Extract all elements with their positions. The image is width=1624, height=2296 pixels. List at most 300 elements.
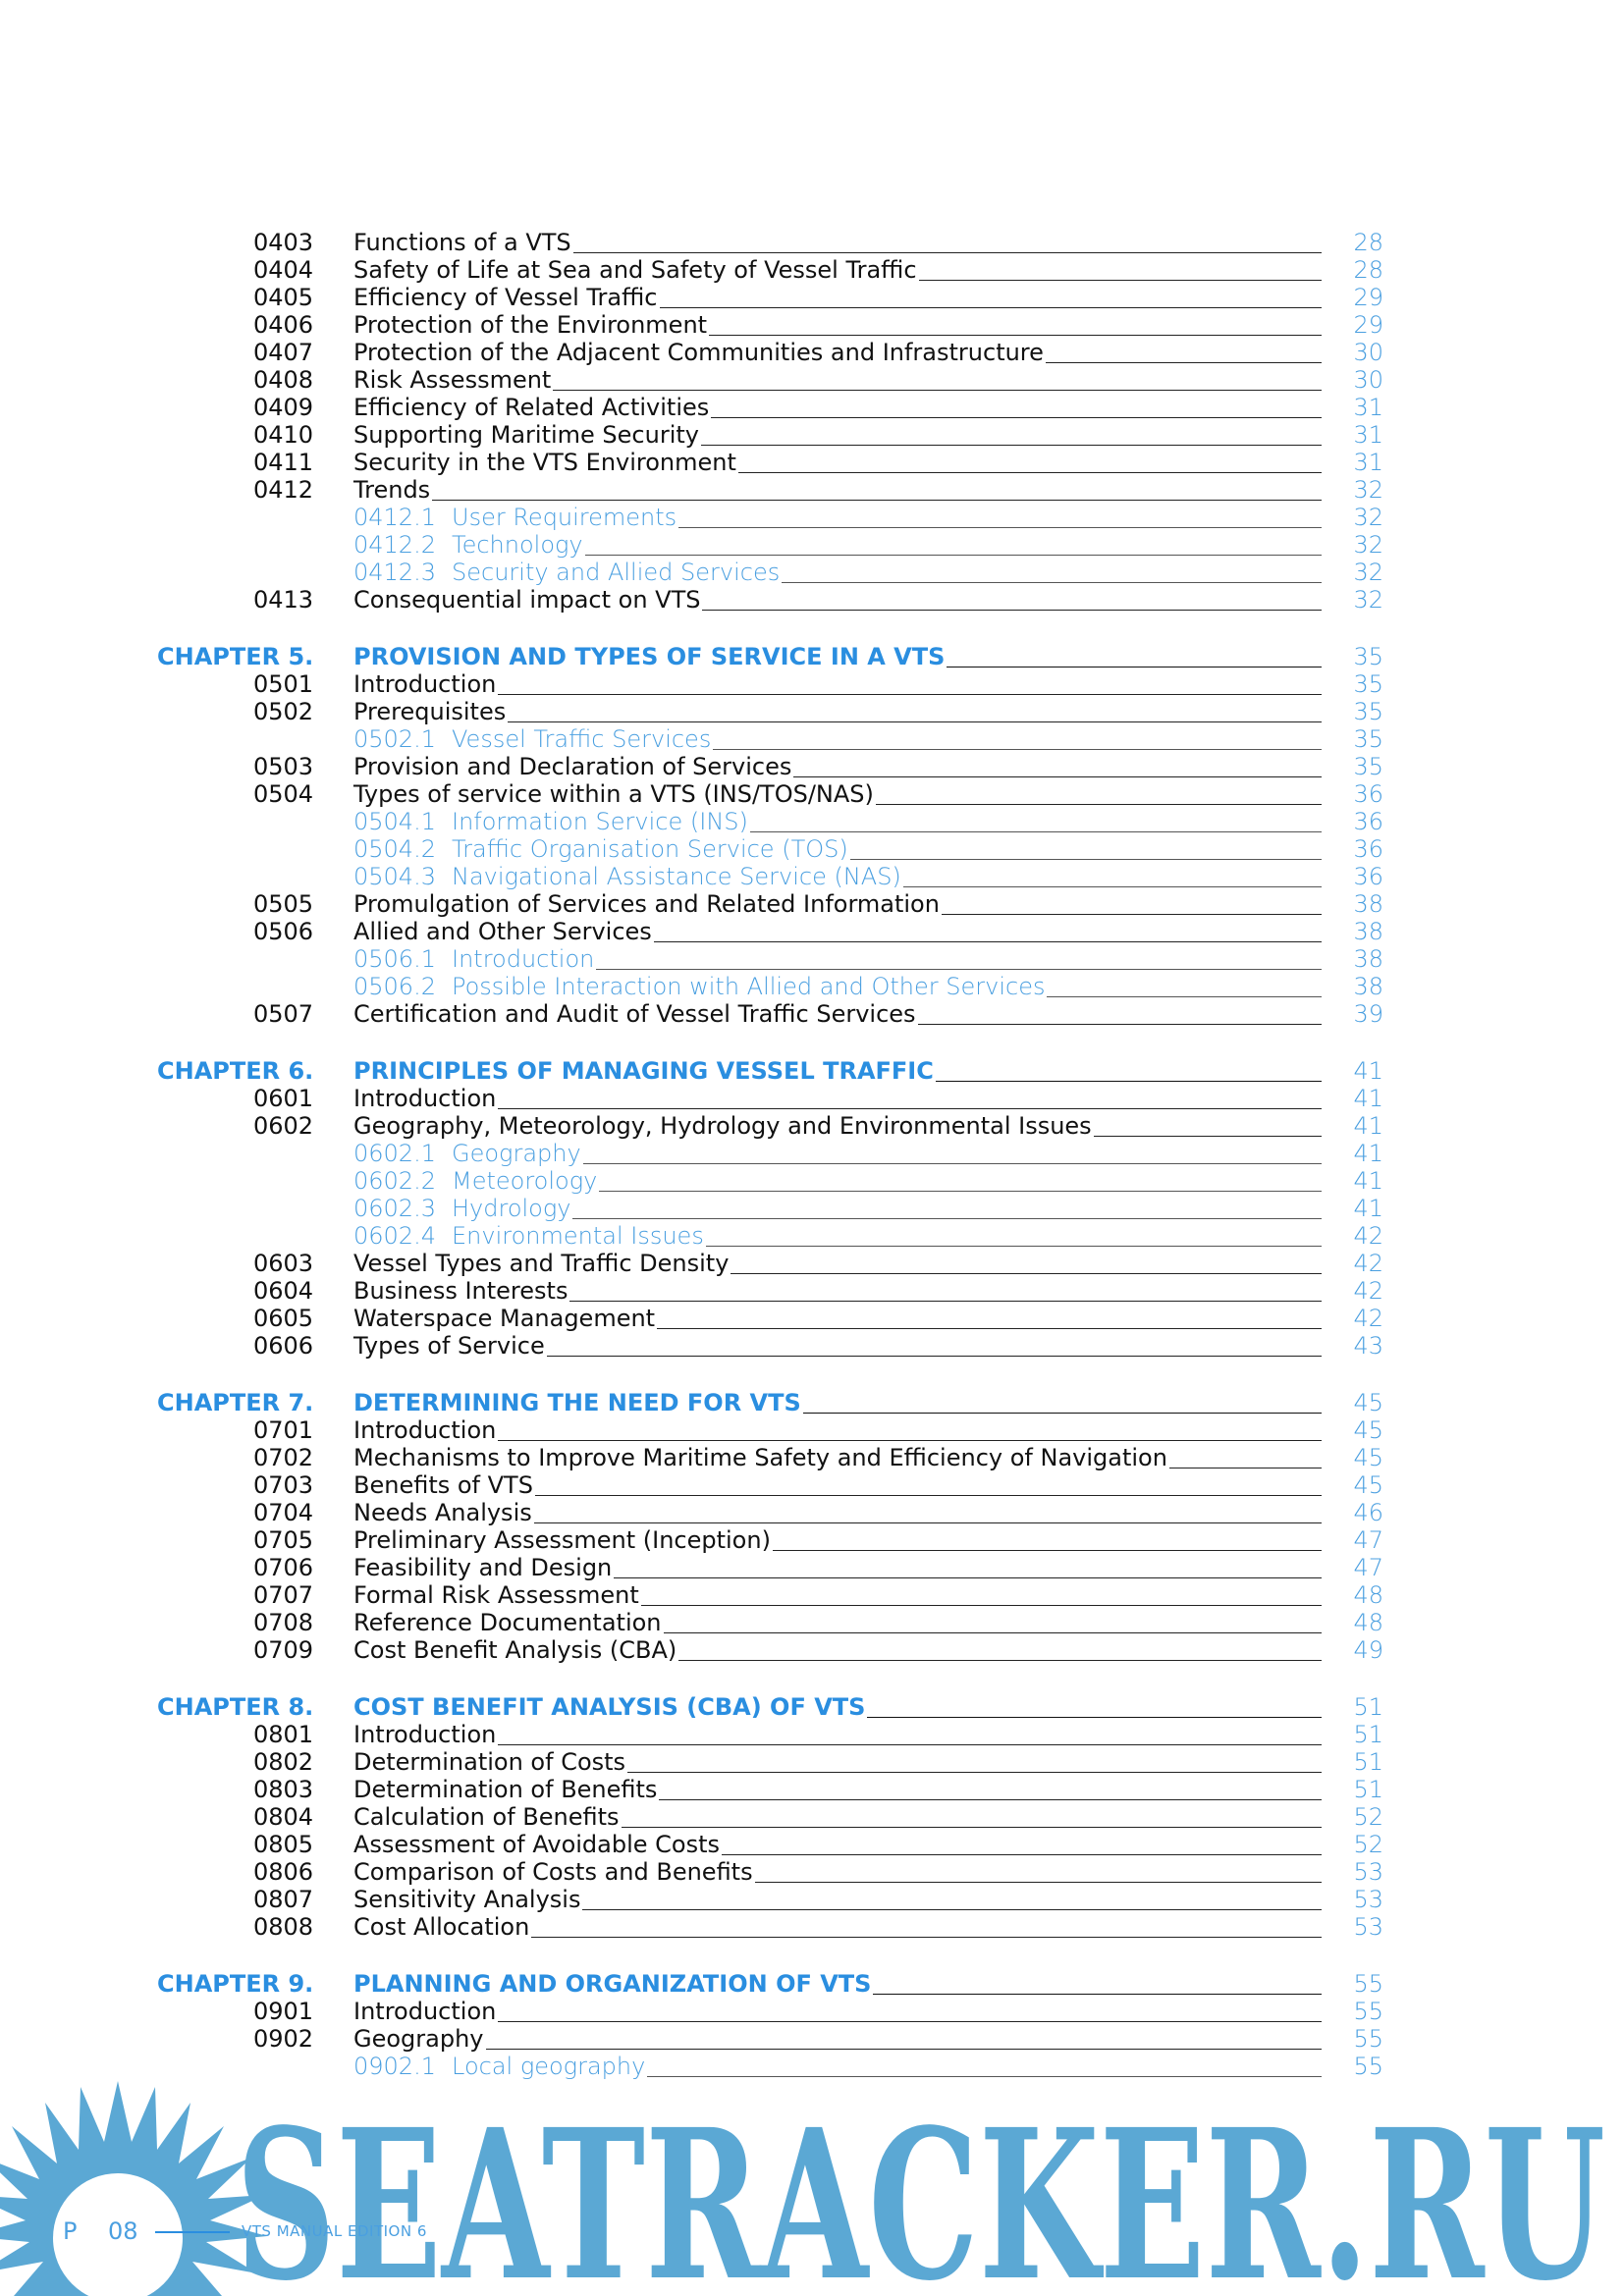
toc-section-row[interactable] (0, 339, 1624, 366)
toc-page-number: 42 (1353, 1222, 1383, 1250)
toc-title: Assessment of Avoidable Costs (353, 1831, 721, 1858)
toc-number: 0901 (253, 1998, 314, 2025)
toc-title: Efficiency of Related Activities (353, 394, 710, 421)
toc-title: Possible Interaction with Allied and Other Services (452, 973, 1046, 1000)
toc-section-row[interactable] (0, 1499, 1624, 1526)
toc-title: Safety of Life at Sea and Safety of Vessel Traffic (353, 256, 917, 284)
toc-number: 0411 (253, 449, 314, 476)
toc-subsection-row[interactable] (0, 531, 1624, 559)
toc-title: Determination of Benefits (353, 1776, 658, 1803)
toc-title-wrap (353, 1636, 1322, 1664)
toc-title-wrap (353, 366, 1322, 394)
toc-title-wrap (353, 698, 1322, 725)
toc-section-row[interactable] (0, 1886, 1624, 1913)
toc-chapter-row[interactable] (0, 1389, 1624, 1416)
toc-section-row[interactable] (0, 1776, 1624, 1803)
toc-number: 0504 (253, 780, 314, 808)
toc-title: Cost Allocation (353, 1913, 530, 1941)
toc-subsection-row[interactable] (0, 808, 1624, 835)
toc-title: Business Interests (353, 1277, 568, 1305)
toc-page-number: 28 (1353, 256, 1383, 284)
toc-page-number: 32 (1353, 476, 1383, 504)
toc-title: Traffic Organisation Service (TOS) (452, 835, 848, 863)
toc-section-row[interactable] (0, 476, 1624, 504)
toc-number: 0507 (253, 1000, 314, 1028)
toc-section-row[interactable] (0, 780, 1624, 808)
toc-title-wrap (353, 1277, 1322, 1305)
toc-leader-line (755, 1881, 1322, 1883)
toc-title-wrap (353, 753, 1322, 780)
toc-title-wrap (353, 643, 1322, 670)
toc-section-row[interactable] (0, 918, 1624, 945)
toc-title: Reference Documentation (353, 1609, 662, 1636)
toc-number: 0501 (253, 670, 314, 698)
toc-number: 0805 (253, 1831, 314, 1858)
toc-title: Prerequisites (353, 698, 507, 725)
toc-section-row[interactable] (0, 1609, 1624, 1636)
toc-leader-line (659, 1798, 1322, 1800)
toc-title: Hydrology (452, 1195, 571, 1222)
toc-number: CHAPTER 9. (157, 1970, 314, 1998)
watermark-text: SEATRACKER.RU (236, 2084, 1605, 2296)
toc-section-row[interactable] (0, 698, 1624, 725)
toc-section-row[interactable] (0, 1636, 1624, 1664)
toc-section-row[interactable] (0, 1250, 1624, 1277)
toc-page-number: 41 (1353, 1195, 1383, 1222)
toc-leader-line (660, 306, 1323, 308)
toc-section-row[interactable] (0, 670, 1624, 698)
toc-title: Protection of the Adjacent Communities and Infrastructure (353, 339, 1044, 366)
toc-section-row[interactable] (0, 1416, 1624, 1444)
toc-page-number: 36 (1353, 835, 1383, 863)
toc-title: Supporting Maritime Security (353, 421, 699, 449)
toc-leader-line (713, 748, 1322, 750)
toc-title-wrap (353, 1250, 1322, 1277)
toc-title: Technology (452, 531, 583, 559)
toc-page-number: 30 (1353, 366, 1383, 394)
toc-section-row[interactable] (0, 1000, 1624, 1028)
toc-leader-line (678, 1659, 1322, 1661)
toc-title: Promulgation of Services and Related Information (353, 890, 940, 918)
toc-title: User Requirements (452, 504, 677, 531)
toc-title-wrap (353, 670, 1322, 698)
toc-title-wrap (353, 918, 1322, 945)
toc-page-number: 35 (1353, 643, 1383, 670)
toc-leader-line (947, 666, 1322, 667)
toc-page-number: 41 (1353, 1112, 1383, 1140)
toc-number: 0606 (253, 1332, 314, 1360)
toc-page-number: 52 (1353, 1831, 1383, 1858)
toc-number: 0412.3 (353, 559, 436, 586)
toc-title: PLANNING AND ORGANIZATION OF VTS (353, 1970, 872, 1998)
toc-title: Certification and Audit of Vessel Traffic Services (353, 1000, 916, 1028)
toc-number: 0709 (253, 1636, 314, 1664)
toc-section-row[interactable] (0, 1526, 1624, 1554)
toc-number: 0704 (253, 1499, 314, 1526)
toc-page-number: 31 (1353, 394, 1383, 421)
toc-leader-line (722, 1853, 1322, 1855)
toc-page-number: 53 (1353, 1886, 1383, 1913)
toc-title-wrap (452, 504, 1322, 531)
toc-leader-line (1169, 1467, 1322, 1468)
toc-page-number: 47 (1353, 1554, 1383, 1581)
toc-leader-line (942, 913, 1322, 915)
page-footer (0, 2216, 1624, 2246)
toc-section-row[interactable] (0, 1748, 1624, 1776)
toc-title: Introduction (353, 1998, 497, 2025)
toc-leader-line (793, 775, 1322, 777)
toc-title: Mechanisms to Improve Maritime Safety and Efficiency of Navigation (353, 1444, 1167, 1471)
toc-title: Trends (353, 476, 431, 504)
toc-page-number: 42 (1353, 1250, 1383, 1277)
toc-title: Local geography (452, 2053, 646, 2080)
toc-number: 0505 (253, 890, 314, 918)
toc-title-wrap (353, 229, 1322, 256)
toc-section-row[interactable] (0, 1305, 1624, 1332)
toc-page-number: 32 (1353, 531, 1383, 559)
toc-page-number: 48 (1353, 1609, 1383, 1636)
toc-section-row[interactable] (0, 366, 1624, 394)
toc-title-wrap (353, 1499, 1322, 1526)
toc-section-row[interactable] (0, 1112, 1624, 1140)
toc-page-number: 36 (1353, 780, 1383, 808)
toc-title-wrap (353, 1609, 1322, 1636)
toc-page-number: 36 (1353, 808, 1383, 835)
toc-leader-line (803, 1412, 1322, 1414)
toc-leader-line (711, 416, 1322, 418)
toc-leader-line (903, 885, 1322, 887)
toc-leader-line (850, 858, 1322, 860)
toc-page-number: 41 (1353, 1057, 1383, 1085)
toc-page-number: 55 (1353, 2053, 1383, 2080)
toc-number: 0603 (253, 1250, 314, 1277)
toc-page-number: 31 (1353, 449, 1383, 476)
toc-leader-line (738, 471, 1322, 473)
toc-number: 0506.2 (353, 973, 436, 1000)
toc-number: 0804 (253, 1803, 314, 1831)
toc-title: Geography (452, 1140, 581, 1167)
toc-leader-line (1046, 361, 1322, 363)
toc-page-number: 55 (1353, 1970, 1383, 1998)
toc-number: 0407 (253, 339, 314, 366)
footer-divider (155, 2231, 230, 2233)
toc-subsection-row[interactable] (0, 863, 1624, 890)
toc-number: CHAPTER 6. (157, 1057, 314, 1085)
toc-page-number: 55 (1353, 1998, 1383, 2025)
toc-section-row[interactable] (0, 2025, 1624, 2053)
toc-number: CHAPTER 7. (157, 1389, 314, 1416)
toc-page-number: 36 (1353, 863, 1383, 890)
toc-subsection-row[interactable] (0, 1167, 1624, 1195)
toc-title: PROVISION AND TYPES OF SERVICE IN A VTS (353, 643, 946, 670)
toc-leader-line (936, 1080, 1322, 1082)
toc-page-number: 29 (1353, 284, 1383, 311)
toc-leader-line (678, 526, 1322, 528)
toc-page-number: 52 (1353, 1803, 1383, 1831)
toc-section-row[interactable] (0, 1721, 1624, 1748)
toc-page-number: 41 (1353, 1140, 1383, 1167)
toc-leader-line (498, 693, 1322, 695)
toc-page-number: 42 (1353, 1305, 1383, 1332)
toc-title: Introduction (353, 670, 497, 698)
toc-leader-line (498, 2020, 1322, 2022)
toc-page-number: 51 (1353, 1693, 1383, 1721)
toc-number: 0706 (253, 1554, 314, 1581)
toc-leader-line (614, 1576, 1322, 1578)
toc-section-row[interactable] (0, 311, 1624, 339)
toc-leader-line (731, 1272, 1322, 1274)
toc-leader-line (919, 279, 1322, 281)
toc-title-wrap (452, 1195, 1322, 1222)
toc-page-number: 45 (1353, 1416, 1383, 1444)
toc-number: 0412 (253, 476, 314, 504)
toc-title-wrap (452, 531, 1322, 559)
toc-title-wrap (353, 586, 1322, 614)
toc-title-wrap (353, 1913, 1322, 1941)
toc-section-row[interactable] (0, 1471, 1624, 1499)
sun-burst-icon (0, 2081, 267, 2296)
toc-title: Calculation of Benefits (353, 1803, 620, 1831)
toc-leader-line (641, 1604, 1322, 1606)
toc-subsection-row[interactable] (0, 1222, 1624, 1250)
toc-page-number: 41 (1353, 1085, 1383, 1112)
toc-title-wrap (353, 1000, 1322, 1028)
toc-leader-line (508, 721, 1322, 722)
toc-leader-line (654, 940, 1322, 942)
toc-title: COST BENEFIT ANALYSIS (CBA) OF VTS (353, 1693, 866, 1721)
toc-chapter-row[interactable] (0, 1057, 1624, 1085)
toc-section-row[interactable] (0, 1913, 1624, 1941)
toc-leader-line (596, 968, 1322, 970)
toc-title: Introduction (452, 945, 595, 973)
toc-leader-line (569, 1300, 1322, 1302)
toc-number: 0404 (253, 256, 314, 284)
toc-title: Consequential impact on VTS (353, 586, 701, 614)
toc-number: 0902.1 (353, 2053, 436, 2080)
toc-leader-line (709, 334, 1322, 336)
toc-title-wrap (353, 1526, 1322, 1554)
toc-page-number: 43 (1353, 1332, 1383, 1360)
toc-leader-line (664, 1631, 1323, 1633)
toc-number: 0504.1 (353, 808, 436, 835)
toc-number: 0806 (253, 1858, 314, 1886)
toc-title: Geography (353, 2025, 484, 2053)
toc-number: 0405 (253, 284, 314, 311)
toc-leader-line (547, 1355, 1322, 1357)
toc-title: Formal Risk Assessment (353, 1581, 639, 1609)
toc-number: 0807 (253, 1886, 314, 1913)
toc-number: 0801 (253, 1721, 314, 1748)
toc-page-number: 32 (1353, 559, 1383, 586)
toc-page-number: 51 (1353, 1776, 1383, 1803)
toc-leader-line (432, 499, 1322, 501)
toc-section-row[interactable] (0, 1858, 1624, 1886)
toc-title-wrap (353, 394, 1322, 421)
toc-title-wrap (353, 476, 1322, 504)
toc-leader-line (553, 389, 1322, 391)
toc-title-wrap (353, 1057, 1322, 1085)
toc-title: Comparison of Costs and Benefits (353, 1858, 753, 1886)
toc-page-number: 51 (1353, 1721, 1383, 1748)
toc-subsection-row[interactable] (0, 1140, 1624, 1167)
toc-title-wrap (452, 973, 1322, 1000)
toc-leader-line (585, 554, 1322, 556)
toc-title: Waterspace Management (353, 1305, 656, 1332)
toc-title-wrap (353, 1471, 1322, 1499)
toc-number: 0502.1 (353, 725, 436, 753)
toc-leader-line (750, 830, 1322, 832)
toc-leader-line (572, 1217, 1322, 1219)
toc-title: Sensitivity Analysis (353, 1886, 581, 1913)
toc-page-number: 32 (1353, 504, 1383, 531)
footer-page-prefix: P (63, 2217, 78, 2245)
toc-leader-line (1047, 995, 1322, 997)
toc-title-wrap (353, 1581, 1322, 1609)
toc-page-number: 45 (1353, 1444, 1383, 1471)
toc-number: 0504.2 (353, 835, 436, 863)
toc-section-row[interactable] (0, 890, 1624, 918)
toc-title-wrap (452, 835, 1322, 863)
toc-section-row[interactable] (0, 421, 1624, 449)
toc-section-row[interactable] (0, 229, 1624, 256)
toc-page-number: 41 (1353, 1167, 1383, 1195)
toc-title: Meteorology (452, 1167, 598, 1195)
toc-section-row[interactable] (0, 586, 1624, 614)
toc-title-wrap (452, 1140, 1322, 1167)
toc-number: 0601 (253, 1085, 314, 1112)
toc-title-wrap (353, 311, 1322, 339)
toc-title-wrap (353, 1332, 1322, 1360)
toc-number: 0707 (253, 1581, 314, 1609)
toc-leader-line (534, 1522, 1322, 1523)
toc-page-number: 49 (1353, 1636, 1383, 1664)
toc-leader-line (498, 1107, 1322, 1109)
toc-page-number: 48 (1353, 1581, 1383, 1609)
toc-title-wrap (353, 1748, 1322, 1776)
toc-subsection-row[interactable] (0, 1195, 1624, 1222)
toc-title-wrap (353, 1305, 1322, 1332)
toc-title-wrap (353, 1776, 1322, 1803)
toc-leader-line (657, 1327, 1322, 1329)
footer-page-number: 08 (108, 2217, 138, 2245)
toc-title-wrap (353, 1831, 1322, 1858)
toc-section-row[interactable] (0, 1581, 1624, 1609)
toc-number: 0413 (253, 586, 314, 614)
toc-page-number: 42 (1353, 1277, 1383, 1305)
toc-number: 0504.3 (353, 863, 436, 890)
toc-number: 0502 (253, 698, 314, 725)
toc-leader-line (873, 1993, 1322, 1995)
toc-title-wrap (353, 449, 1322, 476)
toc-title: Risk Assessment (353, 366, 552, 394)
toc-chapter-row[interactable] (0, 1970, 1624, 1998)
toc-section-row[interactable] (0, 284, 1624, 311)
toc-subsection-row[interactable] (0, 835, 1624, 863)
toc-page-number: 32 (1353, 586, 1383, 614)
toc-page-number: 35 (1353, 753, 1383, 780)
toc-leader-line (782, 581, 1322, 583)
toc-title: Geography, Meteorology, Hydrology and Environmental Issues (353, 1112, 1092, 1140)
toc-section-row[interactable] (0, 1085, 1624, 1112)
toc-title-wrap (353, 780, 1322, 808)
toc-title: Types of service within a VTS (INS/TOS/NAS) (353, 780, 874, 808)
toc-title-wrap (353, 1416, 1322, 1444)
toc-section-row[interactable] (0, 394, 1624, 421)
toc-title-wrap (353, 421, 1322, 449)
toc-title: Types of Service (353, 1332, 545, 1360)
toc-section-row[interactable] (0, 449, 1624, 476)
toc-leader-line (486, 2048, 1322, 2050)
toc-page-number: 38 (1353, 918, 1383, 945)
toc-number: 0602 (253, 1112, 314, 1140)
toc-title: Security in the VTS Environment (353, 449, 736, 476)
toc-page-number: 45 (1353, 1471, 1383, 1499)
toc-title-wrap (353, 1886, 1322, 1913)
toc-leader-line (706, 1245, 1322, 1247)
toc-subsection-row[interactable] (0, 559, 1624, 586)
toc-number: 0605 (253, 1305, 314, 1332)
toc-page-number: 39 (1353, 1000, 1383, 1028)
toc-leader-line (583, 1162, 1322, 1164)
toc-section-row[interactable] (0, 1277, 1624, 1305)
toc-page-number: 35 (1353, 725, 1383, 753)
toc-number: 0406 (253, 311, 314, 339)
toc-section-row[interactable] (0, 256, 1624, 284)
toc-section-row[interactable] (0, 1554, 1624, 1581)
toc-leader-line (627, 1771, 1322, 1773)
toc-subsection-row[interactable] (0, 504, 1624, 531)
toc-title: Functions of a VTS (353, 229, 571, 256)
toc-number: 0409 (253, 394, 314, 421)
toc-section-row[interactable] (0, 753, 1624, 780)
toc-leader-line (535, 1494, 1322, 1496)
toc-subsection-row[interactable] (0, 945, 1624, 973)
toc-title: DETERMINING THE NEED FOR VTS (353, 1389, 801, 1416)
toc-title-wrap (353, 2025, 1322, 2053)
toc-title-wrap (353, 1970, 1322, 1998)
toc-chapter-row[interactable] (0, 1693, 1624, 1721)
toc-title: PRINCIPLES OF MANAGING VESSEL TRAFFIC (353, 1057, 934, 1085)
toc-page-number: 53 (1353, 1858, 1383, 1886)
toc-section-row[interactable] (0, 1998, 1624, 2025)
toc-leader-line (876, 803, 1322, 805)
toc-chapter-row[interactable] (0, 643, 1624, 670)
toc-section-row[interactable] (0, 1444, 1624, 1471)
toc-page-number: 47 (1353, 1526, 1383, 1554)
toc-title-wrap (353, 1803, 1322, 1831)
toc-leader-line (867, 1716, 1322, 1718)
toc-section-row[interactable] (0, 1803, 1624, 1831)
toc-leader-line (531, 1936, 1322, 1938)
toc-section-row[interactable] (0, 1332, 1624, 1360)
toc-section-row[interactable] (0, 1831, 1624, 1858)
toc-title-wrap (353, 1085, 1322, 1112)
toc-leader-line (701, 444, 1322, 446)
toc-number: 0702 (253, 1444, 314, 1471)
toc-number: 0503 (253, 753, 314, 780)
toc-title-wrap (452, 1167, 1322, 1195)
toc-number: 0408 (253, 366, 314, 394)
toc-title-wrap (452, 808, 1322, 835)
toc-title-wrap (353, 1858, 1322, 1886)
toc-title: Introduction (353, 1416, 497, 1444)
toc-number: 0602.2 (353, 1167, 436, 1195)
toc-subsection-row[interactable] (0, 725, 1624, 753)
toc-subsection-row[interactable] (0, 973, 1624, 1000)
toc-page-number: 35 (1353, 698, 1383, 725)
toc-leader-line (918, 1023, 1322, 1025)
toc-page-number: 46 (1353, 1499, 1383, 1526)
